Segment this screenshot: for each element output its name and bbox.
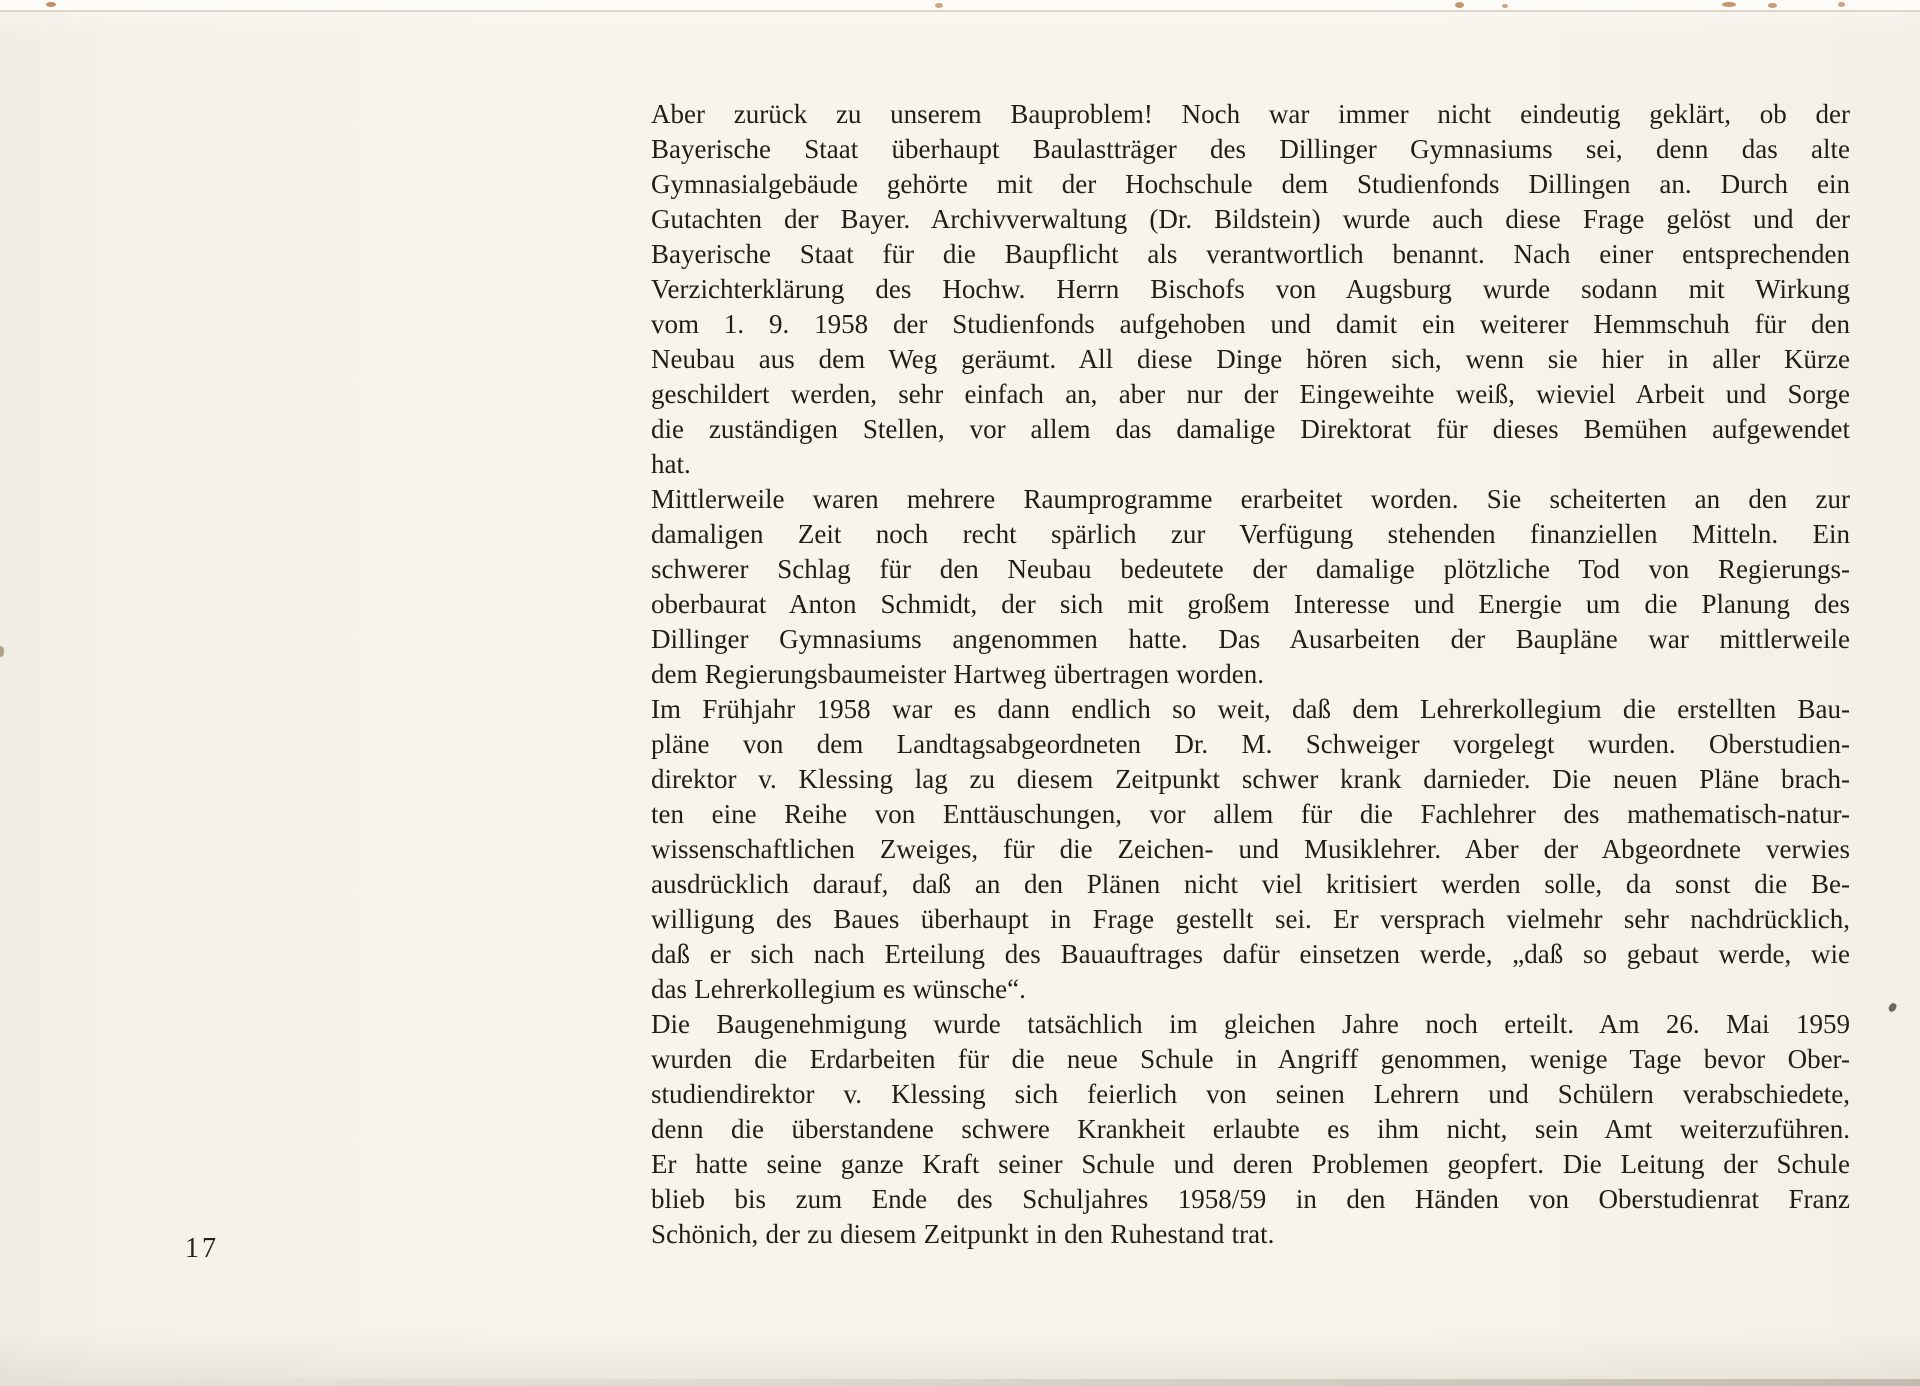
text-line: schwerer Schlag für den Neubau bedeutete der damalige plötzliche Tod von Regierungs- <box>651 554 1850 584</box>
text-line: Bayerische Staat für die Baupflicht als verantwortlich benannt. Nach einer entsprechenden <box>651 239 1850 269</box>
text-line: hat. <box>651 449 691 479</box>
scan-artifact <box>0 646 4 657</box>
text-line: pläne von dem Landtagsabgeordneten Dr. M. Schweiger vorgelegt wurden. Oberstudien- <box>651 729 1850 759</box>
text-line: Schönich, der zu diesem Zeitpunkt in den Ruhestand trat. <box>651 1219 1275 1249</box>
text-line: Dillinger Gymnasiums angenommen hatte. Das Ausarbeiten der Baupläne war mittlerweile <box>651 624 1850 654</box>
text-line: das Lehrerkollegium es wünsche“. <box>651 974 1026 1004</box>
text-line: studiendirektor v. Klessing sich feierlich von seinen Lehrern und Schülern verabschiedete, <box>651 1079 1850 1109</box>
text-line: Gymnasialgebäude gehörte mit der Hochschule dem Studienfonds Dillingen an. Durch ein <box>651 169 1850 199</box>
text-line: ausdrücklich darauf, daß an den Plänen nicht viel kritisiert werden solle, da sonst die Be- <box>651 869 1850 899</box>
text-line: Bayerische Staat überhaupt Baulastträger des Dillinger Gymnasiums sei, denn das alte <box>651 134 1850 164</box>
paper-speck <box>935 3 943 8</box>
text-line: Gutachten der Bayer. Archivverwaltung (Dr. Bildstein) wurde auch diese Frage gelöst und der <box>651 204 1850 234</box>
page-number: 17 <box>185 1233 219 1264</box>
text-line: Neubau aus dem Weg geräumt. All diese Dinge hören sich, wenn sie hier in aller Kürze <box>651 344 1850 374</box>
text-line: Er hatte seine ganze Kraft seiner Schule und deren Problemen geopfert. Die Leitung der Schule <box>651 1149 1850 1179</box>
paper-speck <box>1502 4 1508 8</box>
text-line: Die Baugenehmigung wurde tatsächlich im gleichen Jahre noch erteilt. Am 26. Mai 1959 <box>651 1009 1850 1039</box>
text-line: ten eine Reihe von Enttäuschungen, vor allem für die Fachlehrer des mathematisch-natur- <box>651 799 1850 829</box>
text-line: Aber zurück zu unserem Bauproblem! Noch war immer nicht eindeutig geklärt, ob der <box>651 99 1850 129</box>
text-line: blieb bis zum Ende des Schuljahres 1958/59 in den Händen von Oberstudienrat Franz <box>651 1184 1850 1214</box>
text-line: direktor v. Klessing lag zu diesem Zeitpunkt schwer krank darnieder. Die neuen Pläne brach- <box>651 764 1850 794</box>
text-line: vom 1. 9. 1958 der Studienfonds aufgehoben und damit ein weiterer Hemmschuh für den <box>651 309 1850 339</box>
text-line: oberbaurat Anton Schmidt, der sich mit großem Interesse und Energie um die Planung des <box>651 589 1850 619</box>
paper-speck <box>1722 2 1736 7</box>
paper-speck <box>1768 3 1777 8</box>
paper-speck <box>1455 2 1464 8</box>
scan-bottom-edge <box>0 1379 1920 1386</box>
paper-speck <box>1838 2 1845 7</box>
paper-speck <box>46 2 56 7</box>
text-line: denn die überstandene schwere Krankheit erlaubte es ihm nicht, sein Amt weiterzuführen. <box>651 1114 1850 1144</box>
text-line: wissenschaftlichen Zweiges, für die Zeichen- und Musiklehrer. Aber der Abgeordnete verwies <box>651 834 1850 864</box>
scan-top-edge <box>0 0 1920 12</box>
text-line: wurden die Erdarbeiten für die neue Schule in Angriff genommen, wenige Tage bevor Ober- <box>651 1044 1850 1074</box>
body-text <box>651 97 1850 1252</box>
text-line: Verzichterklärung des Hochw. Herrn Bischofs von Augsburg wurde sodann mit Wirkung <box>651 274 1850 304</box>
text-line: Im Frühjahr 1958 war es dann endlich so weit, daß dem Lehrerkollegium die erstellten Bau- <box>651 694 1850 724</box>
text-line: willigung des Baues überhaupt in Frage gestellt sei. Er versprach vielmehr sehr nachdrücklich, <box>651 904 1850 934</box>
text-line: geschildert werden, sehr einfach an, aber nur der Eingeweihte weiß, wieviel Arbeit und Sorge <box>651 379 1850 409</box>
text-line: daß er sich nach Erteilung des Bauauftrages dafür einsetzen werde, „daß so gebaut werde, wie <box>651 939 1850 969</box>
text-line: damaligen Zeit noch recht spärlich zur Verfügung stehenden finanziellen Mitteln. Ein <box>651 519 1850 549</box>
ink-speck <box>1887 1002 1897 1013</box>
text-line: die zuständigen Stellen, vor allem das damalige Direktorat für dieses Bemühen aufgewendet <box>651 414 1850 444</box>
text-line: Mittlerweile waren mehrere Raumprogramme erarbeitet worden. Sie scheiterten an den zur <box>651 484 1850 514</box>
text-line: dem Regierungsbaumeister Hartweg übertragen worden. <box>651 659 1265 689</box>
